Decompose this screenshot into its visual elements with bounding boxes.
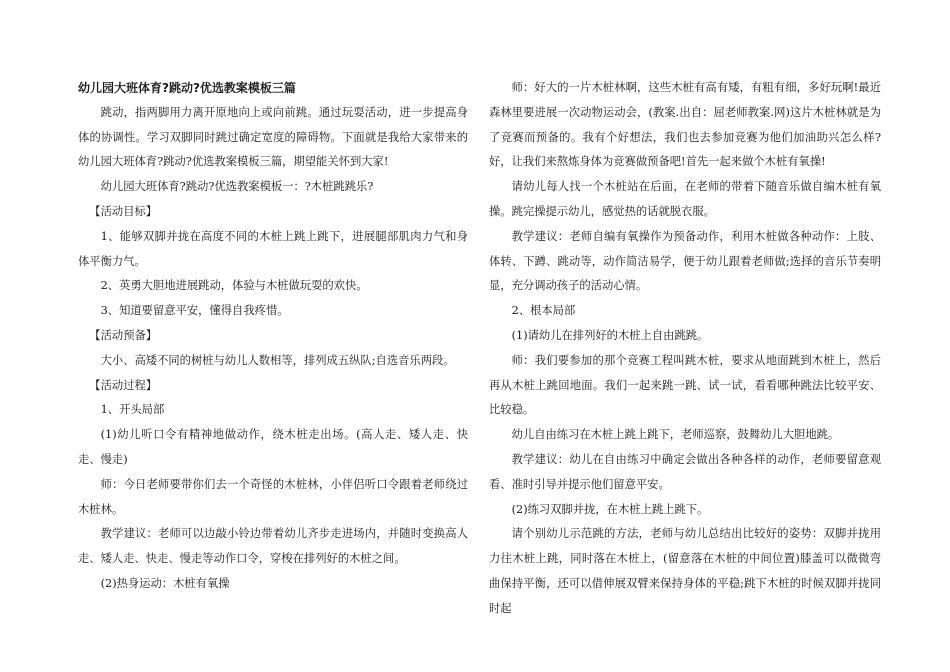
teacher-line-1: 师：今日老师要带你们去一个奇怪的木桩林，小伴侣听口令跟着老师绕过木桩林。 [78, 477, 468, 516]
teaching-tip-3: 教学建议：幼儿在自由练习中确定会做出各种各样的动作，老师要留意观看、准时引导并提示他们留意平安。 [489, 452, 881, 491]
step-2-heading: 2、根本局部 [511, 304, 576, 318]
lesson-one-heading: 幼儿园大班体育?跳动?优选教案模板一：?木桩跳跳乐? [100, 180, 374, 194]
step-2-2: (2)练习双脚并拢，在木桩上跳上跳下。 [511, 502, 709, 516]
right-column [489, 76, 881, 622]
left-column [78, 76, 468, 597]
preparation-text: 大小、高矮不同的树桩与幼儿人数相等，排列成五纵队;自选音乐两段。 [100, 353, 455, 367]
goal-1: 1、能够双脚并拢在高度不同的木桩上跳上跳下，进展腿部肌肉力气和身体平衡力气。 [78, 229, 468, 268]
demonstration-text: 请个别幼儿示范跳的方法，老师与幼儿总结出比较好的姿势：双脚并拢用力往木桩上跳，同时落在木桩上，(留意落在木桩的中间位置)膝盖可以微微弯曲保持平衡，还可以借伸展双臂来保持身体的平稳;跳下木桩的时候双脚并拢同时起 [489, 527, 881, 615]
step-1-heading: 1、开头局部 [100, 403, 165, 417]
step-1-2: (2)热身运动：木桩有氧操 [100, 576, 230, 590]
teaching-tip-1: 教学建议：老师可以边敲小铃边带着幼儿齐步走进场内，并随时变换高人走、矮人走、快走、慢走等动作口令，穿梭在排列好的木桩之间。 [78, 527, 468, 566]
document-title: 幼儿园大班体育?跳动?优选教案模板三篇 [78, 81, 296, 95]
section-process-heading: 【活动过程】 [89, 378, 158, 392]
teaching-tip-2: 教学建议：老师自编有氧操作为预备动作，利用木桩做各种动作：上肢、体转、下蹲、跳动等，动作简洁易学，便于幼儿跟着老师做;选择的音乐节奏明显，充分调动孩子的活动心情。 [489, 229, 881, 293]
step-2-1: (1)请幼儿在排列好的木桩上自由跳跳。 [511, 328, 709, 342]
aerobics-instruction: 请幼儿每人找一个木桩站在后面，在老师的带着下随音乐做自编木桩有氧操。跳完操提示幼儿，感觉热的话就脱衣服。 [489, 180, 881, 218]
step-1-1: (1)幼儿听口令有精神地做动作，绕木桩走出场。(高人走、矮人走、快走、慢走) [78, 428, 468, 466]
section-goals-heading: 【活动目标】 [89, 204, 158, 218]
goal-2: 2、英勇大胆地进展跳动，体验与木桩做玩耍的欢快。 [100, 279, 368, 293]
goal-3: 3、知道要留意平安，懂得自我疼惜。 [100, 304, 289, 318]
teacher-line-2: 师：好大的一片木桩林啊，这些木桩有高有矮，有粗有细，多好玩啊!最近森林里要进展一次动物运动会，(教案.出自：屈老师教案.网)这片木桩林就是为了竞赛而预备的。我有个好想法，我们也去参加竞赛为他们加油助兴怎么样?好，让我们来熬炼身体为竞赛做预备吧!首先一起来做个木桩有氧操! [489, 81, 881, 169]
section-preparation-heading: 【活动预备】 [89, 328, 158, 342]
free-practice-text: 幼儿自由练习在木桩上跳上跳下，老师巡察，鼓舞幼儿大胆地跳。 [511, 428, 840, 442]
intro-paragraph: 跳动，指两脚用力离开原地向上或向前跳。通过玩耍活动，进一步提高身体的协调性。学习双脚同时跳过确定宽度的障碍物。下面就是我给大家带来的幼儿园大班体育?跳动?优选教案模板三篇，期望能关怀到大家! [78, 105, 468, 169]
teacher-line-3: 师：我们要参加的那个竞赛工程叫跳木桩，要求从地面跳到木桩上，然后再从木桩上跳回地面。我们一起来跳一跳、试一试，看看哪种跳法比较平安、比较稳。 [489, 353, 881, 417]
